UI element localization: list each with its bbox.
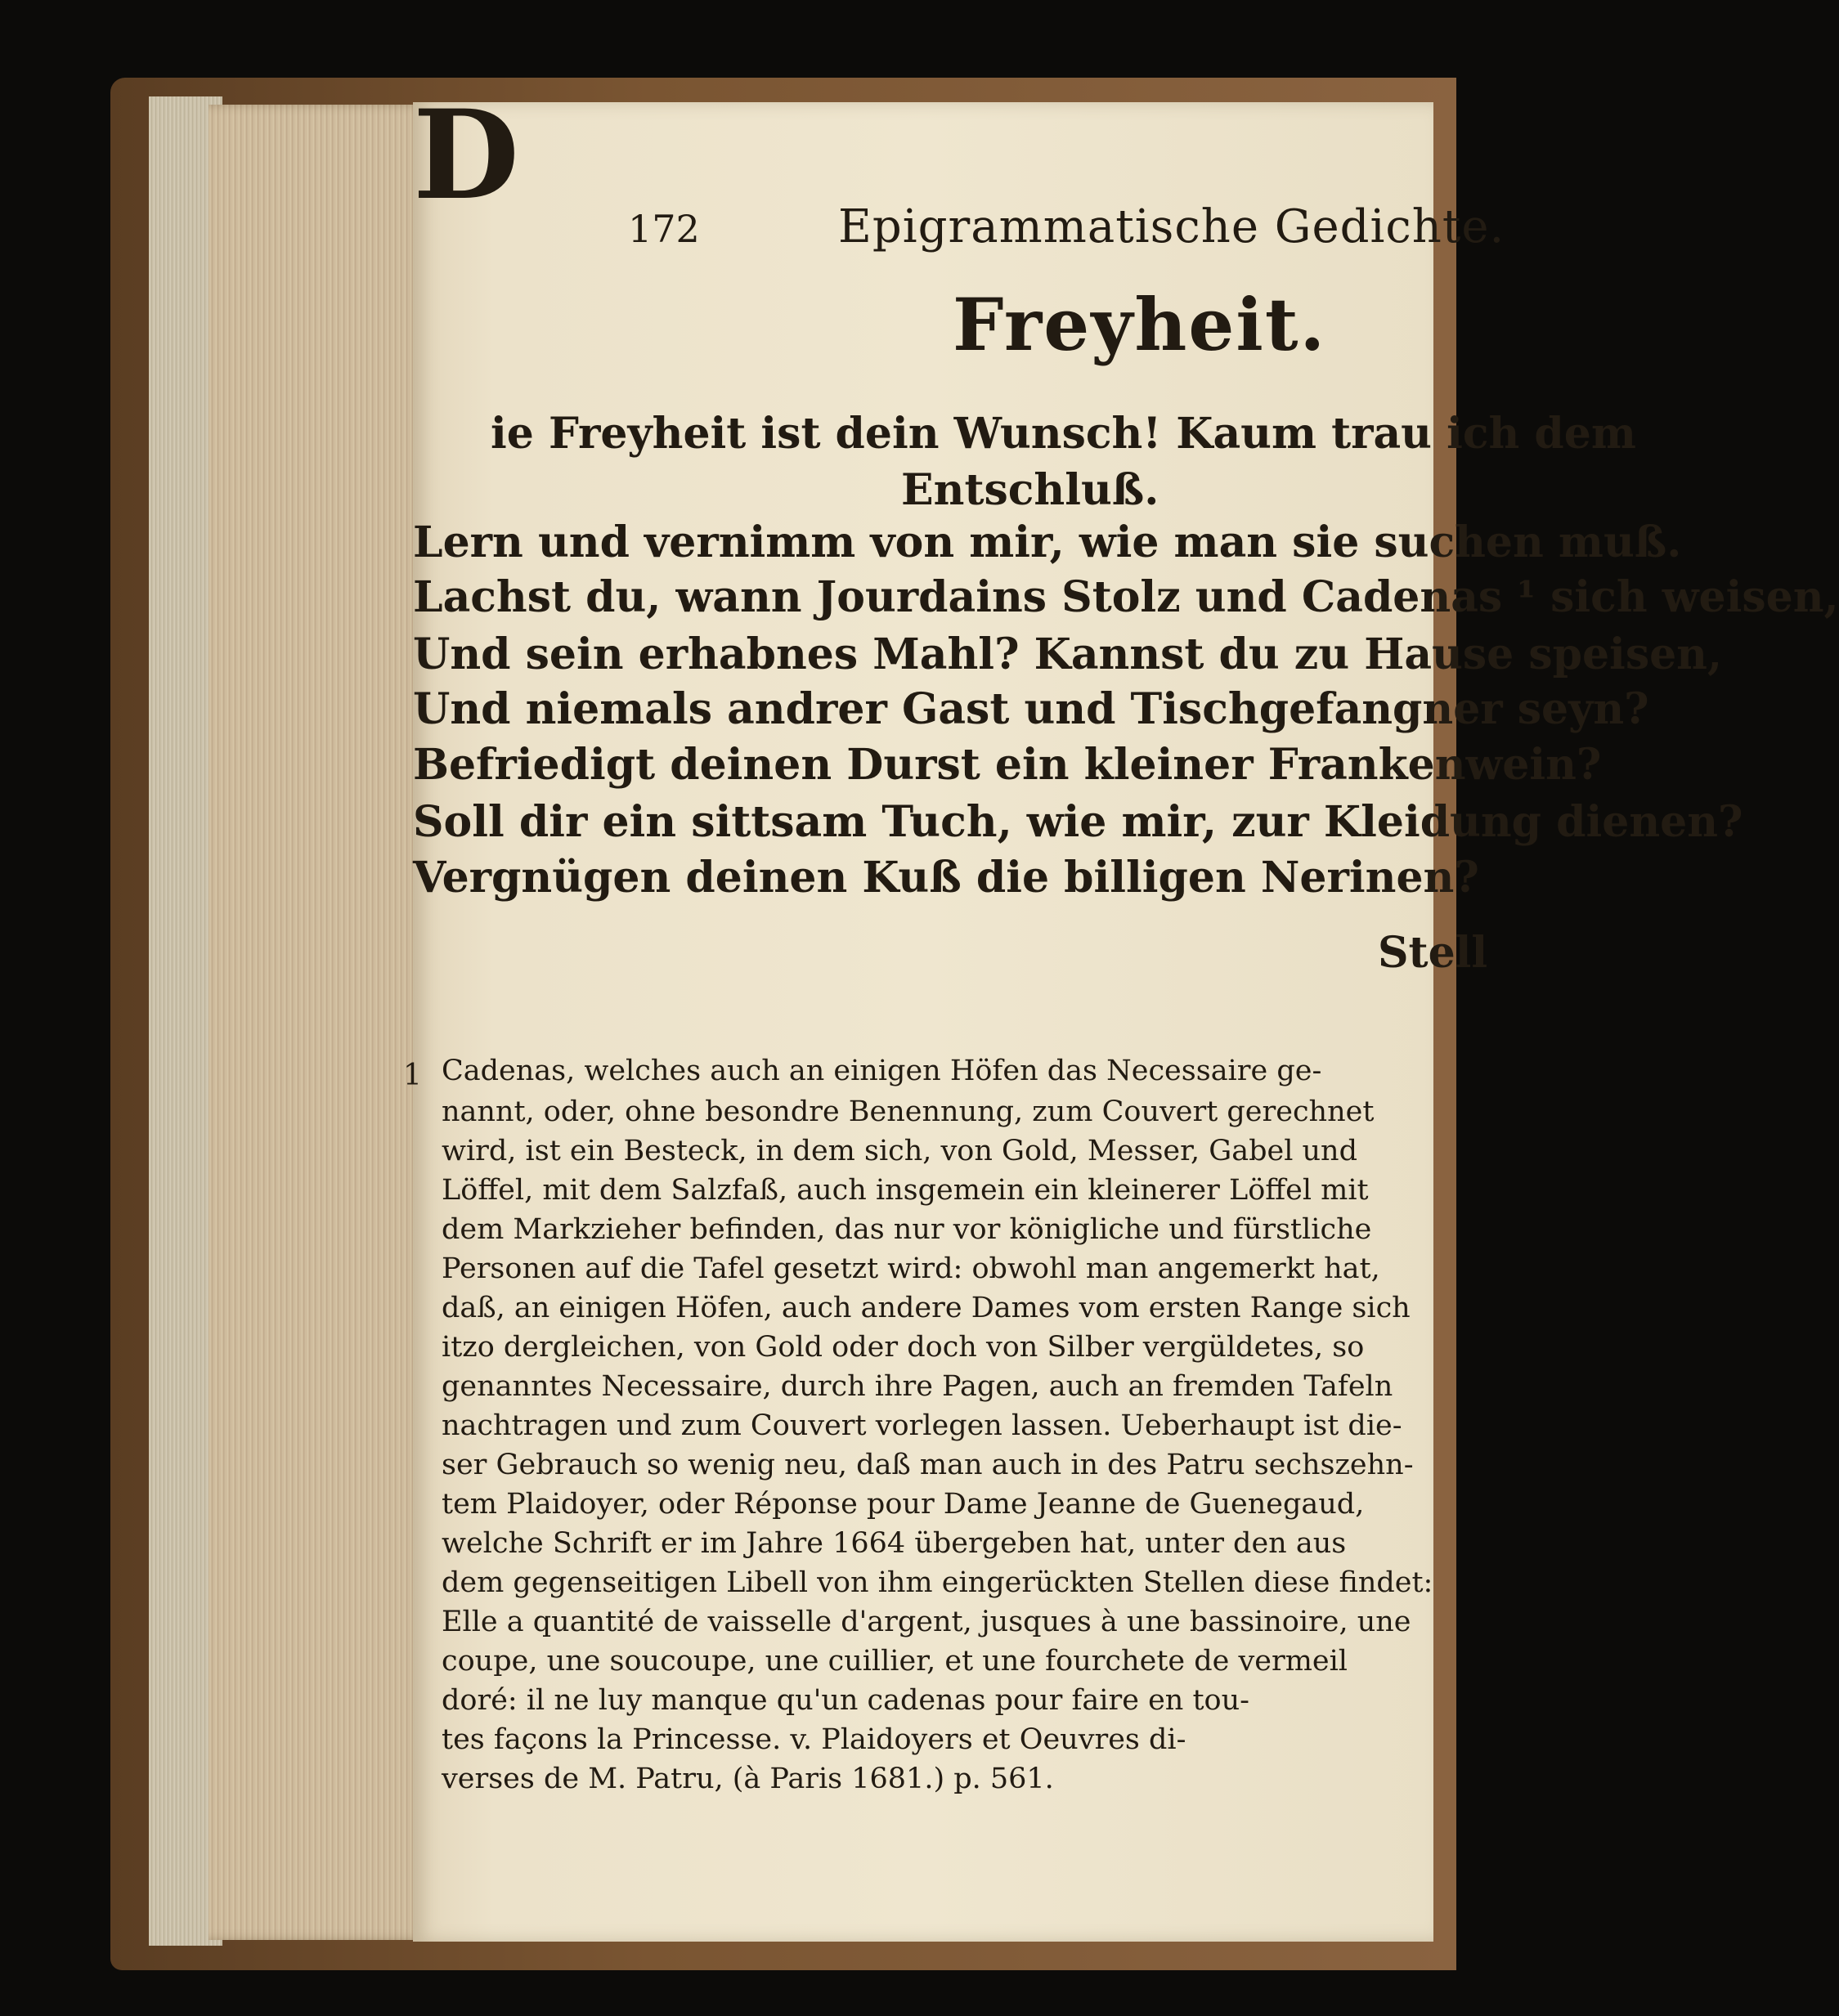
footnote-line: dem gegenseitigen Libell von ihm eingerückten Stellen diese findet: <box>442 1566 1433 1599</box>
footnote-line: Cadenas, welches auch an einigen Höfen das Necessaire ge- <box>442 1055 1322 1087</box>
page-fore-edge <box>209 105 425 1940</box>
footnote-line: itzo dergleichen, von Gold oder doch von Silber vergüldetes, so <box>442 1331 1365 1364</box>
footnote-line: tes façons la Princesse. v. Plaidoyers et Oeuvres di- <box>442 1723 1186 1756</box>
footnote-line: daß, an einigen Höfen, auch andere Dames vom ersten Range sich <box>442 1292 1411 1324</box>
footnote-line: dem Markzieher befinden, das nur vor königliche und fürstliche <box>442 1213 1372 1246</box>
footnote-line: nachtragen und zum Couvert vorlegen lassen. Ueberhaupt ist die- <box>442 1409 1402 1442</box>
catchword: Stell <box>1378 928 1488 978</box>
poem-line-4: Lachst du, wann Jourdains Stolz und Cadenas ¹ sich weisen, <box>413 572 1839 622</box>
footnote-line: coupe, une soucoupe, une cuillier, et une fourchete de vermeil <box>442 1645 1348 1678</box>
footnote-marker: 1 <box>403 1059 422 1092</box>
footnote-line: Löffel, mit dem Salzfaß, auch insgemein ein kleinerer Löffel mit <box>442 1174 1369 1207</box>
poem-line-9: Vergnügen deinen Kuß die billigen Nerinen? <box>413 853 1479 903</box>
poem-line-2: Entschluß. <box>901 465 1159 515</box>
footnote-line: genanntes Necessaire, durch ihre Pagen, auch an fremden Tafeln <box>442 1370 1393 1403</box>
page-number: 172 <box>628 207 700 251</box>
footnote-line: wird, ist ein Besteck, in dem sich, von Gold, Messer, Gabel und <box>442 1135 1357 1167</box>
poem-line-3: Lern und vernimm von mir, wie man sie suchen muß. <box>413 517 1682 567</box>
poem-line-8: Soll dir ein sittsam Tuch, wie mir, zur Kleidung dienen? <box>413 797 1743 847</box>
footnote-line: tem Plaidoyer, oder Réponse pour Dame Jeanne de Guenegaud, <box>442 1488 1365 1521</box>
drop-cap: D <box>413 83 520 227</box>
footnote-line: verses de M. Patru, (à Paris 1681.) p. 561. <box>442 1763 1054 1795</box>
footnote-line: welche Schrift er im Jahre 1664 übergeben hat, unter den aus <box>442 1527 1347 1560</box>
footnote-line: doré: il ne luy manque qu'un cadenas pour faire en tou- <box>442 1684 1249 1717</box>
poem-line-5: Und sein erhabnes Mahl? Kannst du zu Hause speisen, <box>413 629 1723 679</box>
footnote-line: Elle a quantité de vaisselle d'argent, jusques à une bassinoire, une <box>442 1606 1411 1638</box>
running-title: Epigrammatische Gedichte. <box>838 200 1505 253</box>
poem-line-1: ie Freyheit ist dein Wunsch! Kaum trau ich dem <box>491 409 1636 459</box>
poem-line-7: Befriedigt deinen Durst ein kleiner Frankenwein? <box>413 740 1602 790</box>
poem-title: Freyheit. <box>953 282 1327 367</box>
poem-line-6: Und niemals andrer Gast und Tischgefangner seyn? <box>413 684 1649 734</box>
book-page <box>403 83 1839 1942</box>
footnote-line: nannt, oder, ohne besondre Benennung, zum Couvert gerechnet <box>442 1095 1375 1128</box>
footnote-line: Personen auf die Tafel gesetzt wird: obwohl man angemerkt hat, <box>442 1252 1380 1285</box>
footnote-line: ser Gebrauch so wenig neu, daß man auch in des Patru sechszehn- <box>442 1449 1414 1481</box>
